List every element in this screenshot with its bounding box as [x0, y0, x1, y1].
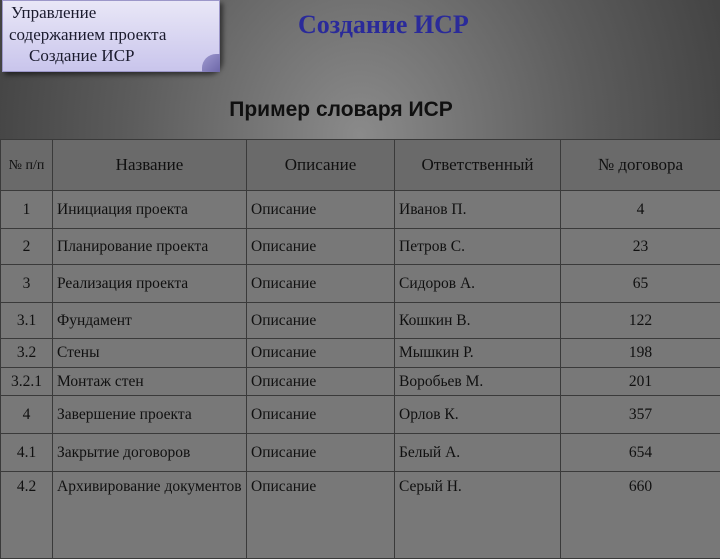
- cell-description: Описание: [247, 396, 395, 434]
- note-line-3: Создание ИСР: [29, 46, 135, 66]
- cell-description: Описание: [247, 303, 395, 339]
- table-row: [1, 339, 720, 368]
- cell-number: 4: [1, 396, 53, 434]
- cell-responsible: Белый А.: [395, 434, 561, 472]
- cell-contract: 654: [561, 434, 720, 472]
- table-row: [1, 265, 720, 303]
- cell-number: 3.2.1: [1, 368, 53, 396]
- table-row: [1, 368, 720, 396]
- cell-name: Стены: [53, 339, 247, 368]
- cell-responsible: Орлов К.: [395, 396, 561, 434]
- cell-responsible: Иванов П.: [395, 191, 561, 229]
- cell-responsible: Петров С.: [395, 229, 561, 265]
- cell-name: Архивирование документов: [53, 472, 247, 559]
- cell-number: 4.1: [1, 434, 53, 472]
- cell-responsible: Мышкин Р.: [395, 339, 561, 368]
- cell-contract: 660: [561, 472, 720, 559]
- cell-number: 3: [1, 265, 53, 303]
- cell-contract: 201: [561, 368, 720, 396]
- cell-contract: 4: [561, 191, 720, 229]
- cell-number: 1: [1, 191, 53, 229]
- cell-number: 3.1: [1, 303, 53, 339]
- cell-responsible: Серый Н.: [395, 472, 561, 559]
- cell-contract: 23: [561, 229, 720, 265]
- header-description: Описание: [247, 140, 395, 191]
- wbs-dictionary-table: [0, 139, 720, 559]
- table-row: [1, 191, 720, 229]
- table-row: [1, 303, 720, 339]
- cell-name: Планирование проекта: [53, 229, 247, 265]
- cell-contract: 122: [561, 303, 720, 339]
- header-number: № п/п: [1, 140, 53, 191]
- note-line-1: Управление: [11, 3, 96, 23]
- cell-name: Фундамент: [53, 303, 247, 339]
- section-note: [2, 0, 220, 72]
- page-curl-decoration: [202, 54, 220, 72]
- cell-number: 4.2: [1, 472, 53, 559]
- cell-description: Описание: [247, 368, 395, 396]
- table-row: [1, 434, 720, 472]
- cell-description: Описание: [247, 229, 395, 265]
- cell-name: Закрытие договоров: [53, 434, 247, 472]
- slide-title: Создание ИСР: [298, 10, 469, 40]
- cell-name: Реализация проекта: [53, 265, 247, 303]
- cell-contract: 357: [561, 396, 720, 434]
- cell-contract: 198: [561, 339, 720, 368]
- cell-responsible: Сидоров А.: [395, 265, 561, 303]
- cell-description: Описание: [247, 191, 395, 229]
- cell-number: 2: [1, 229, 53, 265]
- header-responsible: Ответственный: [395, 140, 561, 191]
- cell-description: Описание: [247, 265, 395, 303]
- cell-responsible: Кошкин В.: [395, 303, 561, 339]
- note-line-2: содержанием проекта: [9, 25, 166, 45]
- table-row: [1, 472, 720, 559]
- cell-description: Описание: [247, 339, 395, 368]
- cell-description: Описание: [247, 434, 395, 472]
- cell-number: 3.2: [1, 339, 53, 368]
- table-row: [1, 229, 720, 265]
- header-name: Название: [53, 140, 247, 191]
- cell-contract: 65: [561, 265, 720, 303]
- slide-subtitle: Пример словаря ИСР: [0, 98, 682, 122]
- table-row: [1, 396, 720, 434]
- header-contract: № договора: [561, 140, 720, 191]
- cell-name: Инициация проекта: [53, 191, 247, 229]
- table-header-row: [1, 140, 720, 191]
- cell-name: Монтаж стен: [53, 368, 247, 396]
- cell-description: Описание: [247, 472, 395, 559]
- cell-name: Завершение проекта: [53, 396, 247, 434]
- cell-responsible: Воробьев М.: [395, 368, 561, 396]
